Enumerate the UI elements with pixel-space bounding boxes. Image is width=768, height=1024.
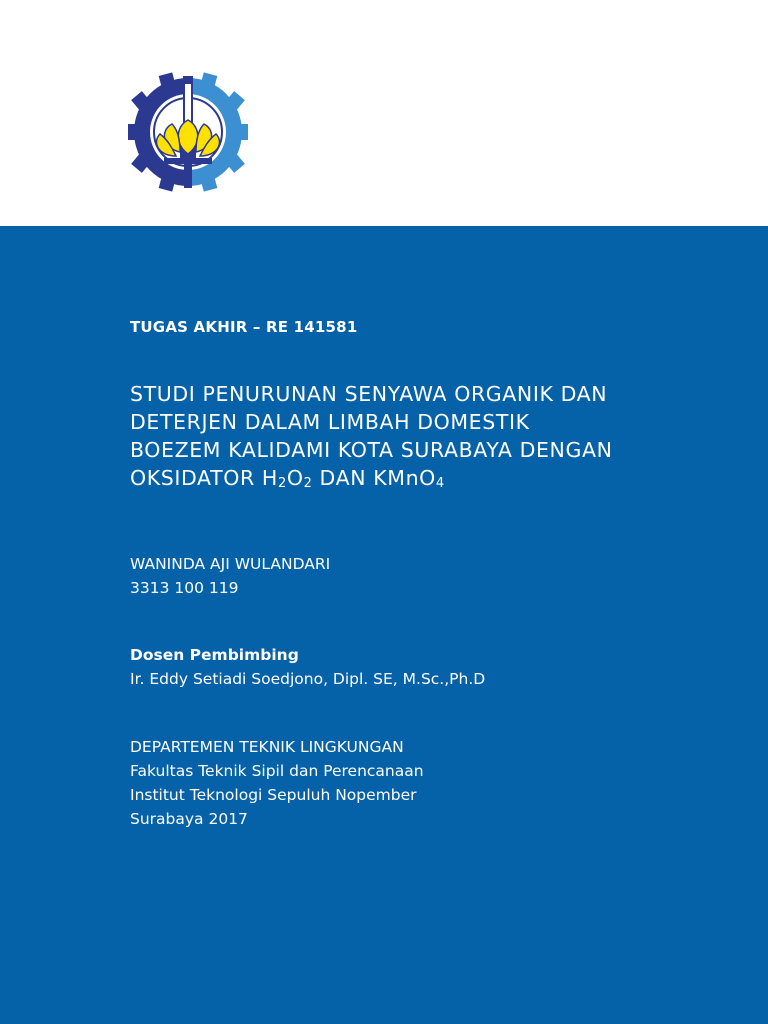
cover-blue-panel <box>0 226 768 1024</box>
subscript-4: 4 <box>435 476 445 491</box>
supervisor-label: Dosen Pembimbing <box>130 646 299 664</box>
title-line-1: STUDI PENURUNAN SENYAWA ORGANIK DAN <box>130 382 608 406</box>
thesis-title <box>130 380 708 492</box>
student-id: 3313 100 119 <box>130 579 239 597</box>
title-line-2: DETERJEN DALAM LIMBAH DOMESTIK <box>130 410 530 434</box>
faculty: Fakultas Teknik Sipil dan Perencanaan <box>130 762 424 780</box>
title-line-4 <box>130 464 708 492</box>
supervisor-name: Ir. Eddy Setiadi Soedjono, Dipl. SE, M.Sc.,Ph.D <box>130 670 486 688</box>
place-year: Surabaya 2017 <box>130 810 248 828</box>
title-line-4-prefix: OKSIDATOR H <box>130 466 278 490</box>
title-line-3: BOEZEM KALIDAMI KOTA SURABAYA DENGAN <box>130 438 613 462</box>
title-mid: DAN KMnO <box>312 466 436 490</box>
university: Institut Teknologi Sepuluh Nopember <box>130 786 417 804</box>
its-logo-icon <box>124 72 252 192</box>
subscript-2a: 2 <box>277 476 287 491</box>
author-block <box>130 552 708 600</box>
department: DEPARTEMEN TEKNIK LINGKUNGAN <box>130 738 404 756</box>
subscript-2b: 2 <box>303 476 313 491</box>
thesis-code: TUGAS AKHIR – RE 141581 <box>130 318 358 336</box>
cover-header <box>0 0 768 226</box>
title-o: O <box>286 466 304 490</box>
author-name: WANINDA AJI WULANDARI <box>130 555 331 573</box>
supervisor-block <box>130 643 708 691</box>
institution-block <box>130 735 708 831</box>
